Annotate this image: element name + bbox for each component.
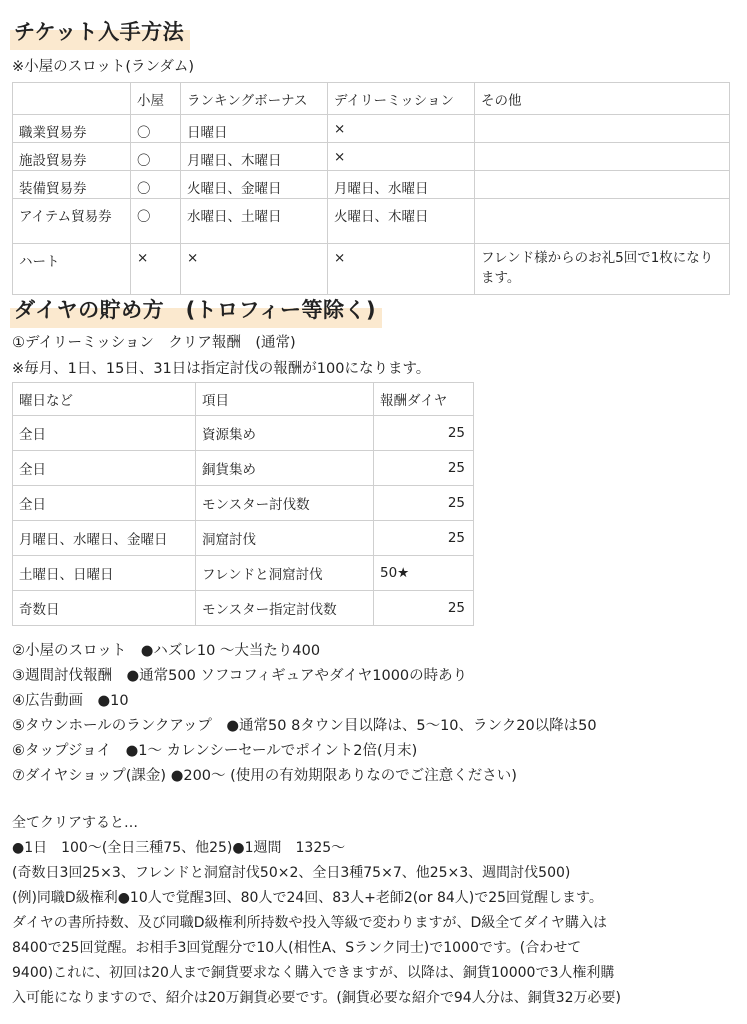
summary-line: 入可能になりますので、紹介は20万銅貨必要です。(銅貨必要な紹介で94人分は、銅貨32万必要) <box>12 990 621 1006</box>
header-cell: 小屋 <box>131 83 181 115</box>
table-cell <box>475 115 730 143</box>
summary-line: ダイヤの書所持数、及び同職D級権利所持数や投入等級で変わりますが、D級全てダイヤ購入は <box>12 915 607 931</box>
header-cell: その他 <box>475 83 730 115</box>
header-cell: ランキングボーナス <box>181 83 328 115</box>
table-row <box>13 143 730 171</box>
table-cell: 土曜日、日曜日 <box>13 556 196 591</box>
header-cell: デイリーミッション <box>328 83 475 115</box>
table-cell: 火曜日、金曜日 <box>181 171 328 199</box>
table-cell: × <box>328 143 475 171</box>
table-cell: 全日 <box>13 486 196 521</box>
header-cell: 報酬ダイヤ <box>374 383 474 416</box>
table-cell: モンスター指定討伐数 <box>196 591 374 626</box>
item-6: ⑥タップジョイ ●1〜 カレンシーセールでポイント2倍(月末) <box>12 743 418 759</box>
table-cell: 25 <box>374 451 474 486</box>
table-cell: 25 <box>374 591 474 626</box>
table-cell: 〇 <box>131 143 181 171</box>
table-cell: 25 <box>374 486 474 521</box>
table-cell: 50★ <box>374 556 474 591</box>
item-7: ⑦ダイヤショップ(課金) ●200〜 (使用の有効期限ありなのでご注意ください) <box>12 768 517 784</box>
section1-note: ※小屋のスロット(ランダム) <box>12 59 195 75</box>
section2-subtitle: ①デイリーミッション クリア報酬 (通常) <box>12 335 296 351</box>
section1-title: チケット入手方法 <box>10 14 190 50</box>
summary-line: ●1日 100〜(全日三種75、他25)●1週間 1325〜 <box>12 840 346 856</box>
table-cell: 〇 <box>131 115 181 143</box>
table-cell <box>475 199 730 244</box>
table-cell: × <box>131 244 181 295</box>
table-row <box>13 244 730 295</box>
summary <box>12 811 621 1011</box>
table-cell: 資源集め <box>196 416 374 451</box>
section2-note: ※毎月、1日、15日、31日は指定討伐の報酬が100になります。 <box>12 361 431 377</box>
table-cell: 〇 <box>131 199 181 244</box>
table-row <box>13 199 730 244</box>
header-cell <box>13 83 131 115</box>
table-row <box>13 115 730 143</box>
table-cell: × <box>181 244 328 295</box>
table-cell: 日曜日 <box>181 115 328 143</box>
table-cell: フレンドと洞窟討伐 <box>196 556 374 591</box>
table-cell: 月曜日、水曜日 <box>328 171 475 199</box>
table-cell: アイテム貿易券 <box>13 199 131 244</box>
table-cell <box>475 171 730 199</box>
table-row <box>13 486 474 521</box>
table-cell: 全日 <box>13 451 196 486</box>
table-cell: ハート <box>13 244 131 295</box>
summary-line: 9400)これに、初回は20人まで銅貨要求なく購入できますが、以降は、銅貨10000で3人権利購 <box>12 965 615 981</box>
item-4: ④広告動画 ●10 <box>12 693 129 709</box>
summary-line: 8400で25回覚醒。お相手3回覚醒分で10人(相性A、Sランク同士)で1000です。(合わせて <box>12 940 582 956</box>
table-cell: フレンド様からのお礼5回で1枚になります。 <box>475 244 730 295</box>
table-row <box>13 171 730 199</box>
table-cell: 全日 <box>13 416 196 451</box>
table-cell: 水曜日、土曜日 <box>181 199 328 244</box>
table-cell: 洞窟討伐 <box>196 521 374 556</box>
table-cell: 職業貿易券 <box>13 115 131 143</box>
ticket-table-header <box>13 83 730 115</box>
item-5: ⑤タウンホールのランクアップ ●通常50 8タウン目以降は、5〜10、ランク20以降は50 <box>12 718 597 734</box>
diamond-table-header <box>13 383 474 416</box>
table-cell: モンスター討伐数 <box>196 486 374 521</box>
section2-title: ダイヤの貯め方 (トロフィー等除く) <box>10 292 382 328</box>
header-cell: 項目 <box>196 383 374 416</box>
table-row <box>13 451 474 486</box>
table-cell <box>475 143 730 171</box>
item-3: ③週間討伐報酬 ●通常500 ソフコフィギュアやダイヤ1000の時あり <box>12 668 468 684</box>
table-cell: 装備貿易券 <box>13 171 131 199</box>
table-cell: 25 <box>374 416 474 451</box>
table-cell: × <box>328 244 475 295</box>
summary-line: (例)同職D級権利●10人で覚醒3回、80人で24回、83人+老師2(or 84人)で25回覚醒します。 <box>12 890 603 906</box>
table-cell: × <box>328 115 475 143</box>
diamond-table <box>12 382 474 626</box>
table-cell: 施設貿易券 <box>13 143 131 171</box>
table-cell: 〇 <box>131 171 181 199</box>
item-2: ②小屋のスロット ●ハズレ10 〜大当たり400 <box>12 643 321 659</box>
table-cell: 25 <box>374 521 474 556</box>
table-row <box>13 591 474 626</box>
summary-line: (奇数日3回25×3、フレンドと洞窟討伐50×2、全日3種75×7、他25×3、週間討伐500) <box>12 865 571 881</box>
table-row <box>13 556 474 591</box>
table-cell: 銅貨集め <box>196 451 374 486</box>
table-cell: 火曜日、木曜日 <box>328 199 475 244</box>
header-cell: 曜日など <box>13 383 196 416</box>
ticket-table <box>12 82 730 295</box>
table-cell: 月曜日、木曜日 <box>181 143 328 171</box>
summary-line: 全てクリアすると… <box>12 815 138 831</box>
table-row <box>13 521 474 556</box>
table-row <box>13 416 474 451</box>
table-cell: 奇数日 <box>13 591 196 626</box>
table-cell: 月曜日、水曜日、金曜日 <box>13 521 196 556</box>
